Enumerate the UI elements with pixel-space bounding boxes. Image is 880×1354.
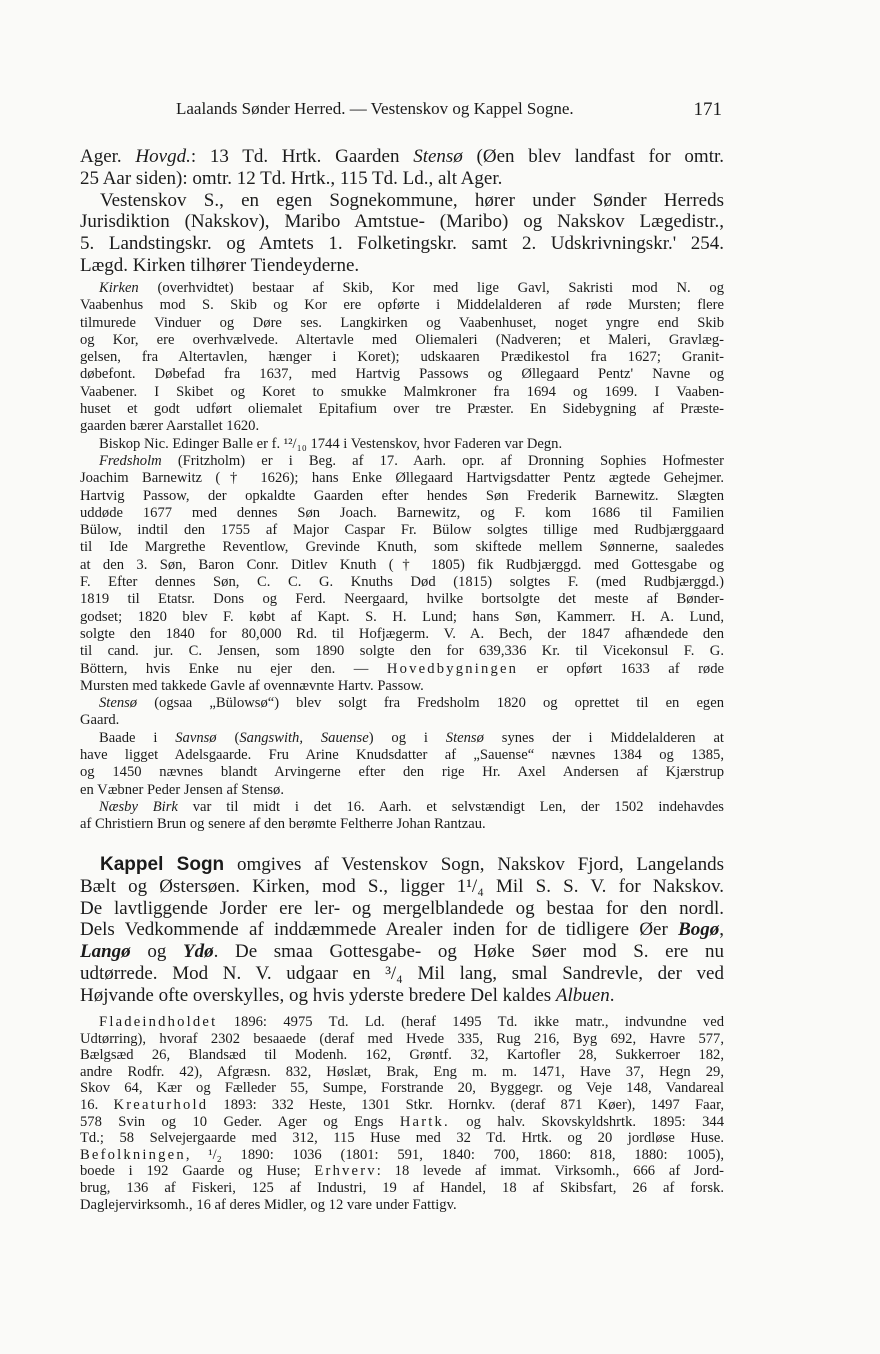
section-heading: Kappel Sogn [100, 854, 225, 875]
text-line [80, 1147, 724, 1164]
text-run: udtørrede. Mod N. V. udgaar en ³/₄ Mil lang, smal Sandrevle, der ved [80, 962, 724, 984]
spaced-term: Kreaturhold [113, 1096, 209, 1113]
text-line [80, 764, 724, 781]
text-run: uddøde 1677 med dennes Søn Joach. Barnewitz, og F. kom 1686 til Familien [80, 504, 724, 521]
kappel-statistics-text [80, 1014, 724, 1213]
running-title: Laalands Sønder Herred. — Vestenskov og Kappel Sogne. [176, 99, 574, 118]
text-line [80, 782, 724, 799]
text-line [80, 539, 724, 556]
page-number: 171 [693, 99, 722, 120]
text-line [80, 332, 724, 349]
text-line [80, 854, 724, 876]
emphasized-name: Hovgd. [135, 146, 191, 167]
text-run: Vestenskov S., en egen Sognekommune, hører under Sønder Herreds [100, 189, 724, 211]
text-line [80, 1014, 724, 1031]
paragraph [80, 453, 724, 695]
emphasized-name: Kirken [99, 280, 139, 296]
text-run: synes der i Middelalderen at [483, 729, 724, 746]
text-run: (overhvidtet) bestaar af Skib, Kor med lige Gavl, Sakristi mod N. og [138, 280, 724, 296]
text-line [80, 488, 724, 505]
paragraph [80, 436, 724, 453]
paragraph [80, 730, 724, 799]
paragraph [80, 280, 724, 436]
text-line [80, 470, 724, 487]
paragraph [80, 799, 724, 834]
text-run: andre Rodfr. 42), Afgræsn. 832, Høslæt, Brak, Eng m. m. 1471, Have 37, Hegn 29, [80, 1063, 724, 1080]
text-run: gelsen, fra Altertavlen, hænger i Koret); udskaaren Prædikestol fra 1627; Granit- [80, 349, 724, 366]
text-run: gaarden bærer Aarstallet 1620. [80, 418, 260, 435]
text-run: til cand. jur. C. Jensen, som 1890 solgte den for 639,336 Kr. til Vicekonsul F. G. [80, 643, 724, 660]
text-run: Dels Vedkommende af inddæmmede Arealer inden for de tidligere Øer [80, 919, 679, 941]
text-line [80, 695, 724, 712]
text-line [80, 1064, 724, 1081]
text-run: . [609, 984, 615, 1006]
text-line [80, 1097, 724, 1114]
text-run: og Kor, ere overhvælvede. Altertavle med Oliemaleri (Nadveren; et Maleri, Gravlæg- [80, 331, 724, 348]
text-run: at den 3. Søn, Baron Conr. Ditlev Knuth († 1805) fik Rudbjærggd. med Gottesgabe og [80, 556, 724, 573]
text-run: ( [216, 729, 240, 746]
text-run: 1819 til Etatsr. Dons og Ferd. Neergaard, hvilke bortsolgte det meste af Bønder- [80, 591, 724, 608]
text-run: 16. [80, 1096, 114, 1113]
text-run: omgives af Vestenskov Sogn, Nakskov Fjord, Langelands [224, 854, 724, 875]
text-run: (Fritzholm) er i Beg. af 17. Aarh. opr. af Dronning Sophies Hofmester [161, 452, 724, 469]
text-line [80, 985, 724, 1007]
emphasized-name: Albuen [555, 984, 610, 1006]
text-line [80, 436, 724, 453]
text-run: Lægd. Kirken tilhører Tiendeyderne. [80, 254, 360, 276]
text-line [80, 366, 724, 383]
emphasized-name: Langø [80, 941, 131, 963]
text-run: Biskop Nic. Edinger Balle er f. ¹²/₁₀ 1744 i Vestenskov, hvor Faderen var Degn. [99, 435, 563, 452]
text-run: Vaabenhus mod S. Skib og Kor ere opførte i Middelalderen af røde Mursten; flere [80, 297, 724, 314]
text-run: tilmurede Vinduer og Døre ses. Langkirken og Vaabenhuset, noget yngre end Skib [80, 314, 724, 331]
text-line [80, 1031, 724, 1048]
text-run: Mursten med takkede Gavle af ovennævnte Hartv. Passow. [80, 677, 424, 694]
text-run: Baade i [99, 729, 176, 746]
text-run: (ogsaa „Bülowsø“) blev solgt fra Fredsholm 1820 og oprettet til en egen [137, 695, 724, 712]
text-run: Bælgsæd 26, Blandsæd til Modenh. 162, Grøntf. 32, Kartofler 28, Sukkerroer 182, [80, 1047, 724, 1064]
text-run: Bælt og Østersøen. Kirken, mod S., ligger 1¹/₄ Mil S. S. V. for Nakskov. [80, 875, 724, 897]
text-line [80, 453, 724, 470]
text-run: godset; 1820 blev F. købt af Kapt. S. H. Lund; hans Søn, Kammerr. H. A. Lund, [80, 608, 724, 625]
text-run: 5. Landstingskr. og Amtets 1. Folketingskr. samt 2. Udskrivningskr.' 254. [80, 233, 724, 255]
emphasized-name: Fredsholm [99, 452, 162, 469]
text-line [80, 401, 724, 418]
spaced-term: Fladeindholdet [99, 1014, 218, 1030]
text-run: var til midt i det 16. Aarh. et selvstændigt Len, der 1502 indehavdes [177, 798, 724, 815]
text-line [80, 280, 724, 297]
text-run: Ager. [80, 146, 136, 167]
paragraph [80, 190, 724, 277]
text-line [80, 557, 724, 574]
text-line [80, 1114, 724, 1131]
text-run: 578 Svin og 10 Geder. Ager og Engs [80, 1113, 400, 1130]
text-run: af Christiern Brun og senere af den berømte Feltherre Johan Rantzau. [80, 816, 486, 833]
text-line [80, 522, 724, 539]
text-line [80, 1080, 724, 1097]
text-run: : 13 Td. Hrtk. Gaarden [190, 146, 414, 167]
text-run: , [719, 919, 724, 941]
text-line [80, 591, 724, 608]
text-line [80, 190, 724, 212]
text-line [80, 747, 724, 764]
text-line [80, 876, 724, 898]
text-line [80, 1047, 724, 1064]
text-run: og [130, 941, 183, 963]
text-run: Udtørring), hvoraf 2302 besaaede (deraf med Hvede 335, Rug 216, Byg 692, Havre 577, [80, 1030, 724, 1047]
text-run: have ligget Adelsgaarde. Fru Arine Knudsdatter af „Sauense“ nævnes 1384 og 1385, [80, 747, 724, 764]
text-line [80, 255, 724, 277]
text-line [80, 941, 724, 963]
text-line [80, 211, 724, 233]
paragraph [80, 854, 724, 1007]
spaced-term: Hovedbygningen [386, 660, 519, 677]
text-line [80, 963, 724, 985]
text-run: Joachim Barnewitz († 1626); hans Enke Øllegaard Hartvigsdatter Pentz ægtede Gehejmer. [80, 470, 724, 487]
text-run: brug, 136 af Fiskeri, 125 af Industri, 19 af Handel, 18 af Skibsfart, 26 af forsk. [80, 1179, 724, 1196]
vestenskov-details-text [80, 280, 724, 834]
text-run: Jurisdiktion (Nakskov), Maribo Amtstue- (Maribo) og Nakskov Lægedistr., [80, 211, 724, 233]
text-run: De lavtliggende Jorder ere ler- og mergelblandede og bestaa for den nordl. [80, 897, 724, 919]
text-run: F. Efter dennes Søn, C. C. G. Knuths Død (1815) solgtes F. (med Rudbjærggd.) [80, 574, 724, 591]
text-line [80, 898, 724, 920]
text-run: (Øen blev landfast for omtr. [462, 146, 724, 167]
emphasized-name: Stensø [99, 695, 138, 712]
emphasized-name: Ydø [182, 941, 214, 963]
paragraph [80, 1014, 724, 1213]
text-line [80, 712, 724, 729]
text-line [80, 349, 724, 366]
text-run: 25 Aar siden): omtr. 12 Td. Hrtk., 115 Td. Ld., alt Ager. [80, 167, 503, 189]
text-run: Td.; 58 Selvejergaarde med 312, 115 Huse med 32 Td. Hrtk. og 20 jordløse Huse. [80, 1130, 724, 1147]
spaced-term: Hartk. [399, 1113, 450, 1130]
emphasized-name: Sangswith, Sauense [239, 729, 369, 746]
emphasized-name: Stensø [445, 729, 484, 746]
text-run: boede i 192 Gaarde og Huse; [80, 1163, 315, 1180]
text-run: solgte den 1840 for 80,000 Rd. til Hofjægerm. V. A. Bech, der 1847 afhændede den [80, 625, 724, 642]
text-line [80, 168, 724, 190]
text-line [80, 799, 724, 816]
vestenskov-intro-text [80, 146, 724, 277]
spaced-term: Erhverv [314, 1163, 377, 1180]
text-line [80, 1197, 724, 1214]
text-line [80, 626, 724, 643]
kappel-sogn-text [80, 854, 724, 1007]
text-run: , ¹/₂ 1890: 1036 (1801: 591, 1840: 700, 1860: 818, 1880: 1005), [185, 1146, 724, 1163]
text-run: 1893: 332 Heste, 1301 Stkr. Hornkv. (deraf 871 Køer), 1497 Faar, [208, 1096, 724, 1113]
text-run: Højvande ofte overskylles, og hvis yderste bredere Del kaldes [80, 984, 556, 1006]
text-run: huset et godt udført oliemalet Epitafium over tre Præster. En Sidebygning af Præste- [80, 401, 724, 418]
text-run: Gaard. [80, 712, 120, 729]
text-line [80, 1163, 724, 1180]
text-run: Vaabener. I Skibet og Koret to smukke Malmkroner fra 1694 og 1699. I Vaaben- [80, 383, 724, 400]
emphasized-name: Bogø [678, 919, 720, 941]
text-line [80, 816, 724, 833]
running-header [80, 99, 724, 121]
text-run: Hartvig Passow, der opkaldte Gaarden efter hendes Søn Frederik Barnewitz. Slægten [80, 487, 724, 504]
text-line [80, 233, 724, 255]
text-line [80, 384, 724, 401]
text-line [80, 1130, 724, 1147]
spaced-term: Befolkningen [80, 1146, 186, 1163]
text-run: er opført 1633 af røde [518, 660, 724, 677]
text-run: ) og i [368, 729, 446, 746]
text-run: . De smaa Gottesgabe- og Høke Søer mod S. ere nu [213, 941, 724, 963]
text-line [80, 505, 724, 522]
text-run: Böttern, hvis Enke nu ejer den. — [80, 660, 387, 677]
text-line [80, 643, 724, 660]
text-line [80, 1180, 724, 1197]
emphasized-name: Savnsø [175, 729, 217, 746]
text-line [80, 574, 724, 591]
text-run: Skov 64, Kær og Fælleder 55, Sumpe, Forstrande 20, Byggegr. og Veje 148, Vandareal [80, 1080, 724, 1097]
text-line [80, 315, 724, 332]
text-line [80, 609, 724, 626]
text-line [80, 146, 724, 168]
emphasized-name: Næsby Birk [99, 798, 178, 815]
text-line [80, 678, 724, 695]
text-run: til Ide Margrethe Reventlow, Grevinde Knuth, som skiftede mellem Sønnerne, saaledes [80, 539, 724, 556]
text-line [80, 730, 724, 747]
text-line [80, 661, 724, 678]
text-run: : 18 levede af immat. Virksomh., 666 af Jord- [376, 1163, 724, 1180]
text-run: Daglejervirksomh., 16 af deres Midler, og 12 vare under Fattigv. [80, 1196, 457, 1213]
text-run: Bülow, indtil den 1755 af Major Caspar Fr. Bülow solgtes tillige med Rudbjærggaard [80, 522, 724, 539]
text-line [80, 297, 724, 314]
text-run: døbefont. Døbefad fra 1637, med Hartvig Passows og Øllegaard Pentz' Navne og [80, 366, 724, 383]
text-line [80, 418, 724, 435]
emphasized-name: Stensø [413, 146, 463, 167]
text-run: og 1450 nævnes blandt Arvingerne efter den rige Hr. Axel Andersen af Kjærstrup [80, 764, 724, 781]
text-run: 1896: 4975 Td. Ld. (heraf 1495 Td. ikke matr., indvundne ved [217, 1014, 724, 1030]
paragraph [80, 146, 724, 190]
text-line [80, 919, 724, 941]
text-run: og halv. Skovskyldshrtk. 1895: 344 [449, 1113, 724, 1130]
paragraph [80, 695, 724, 730]
text-run: en Væbner Peder Jensen af Stensø. [80, 781, 284, 798]
